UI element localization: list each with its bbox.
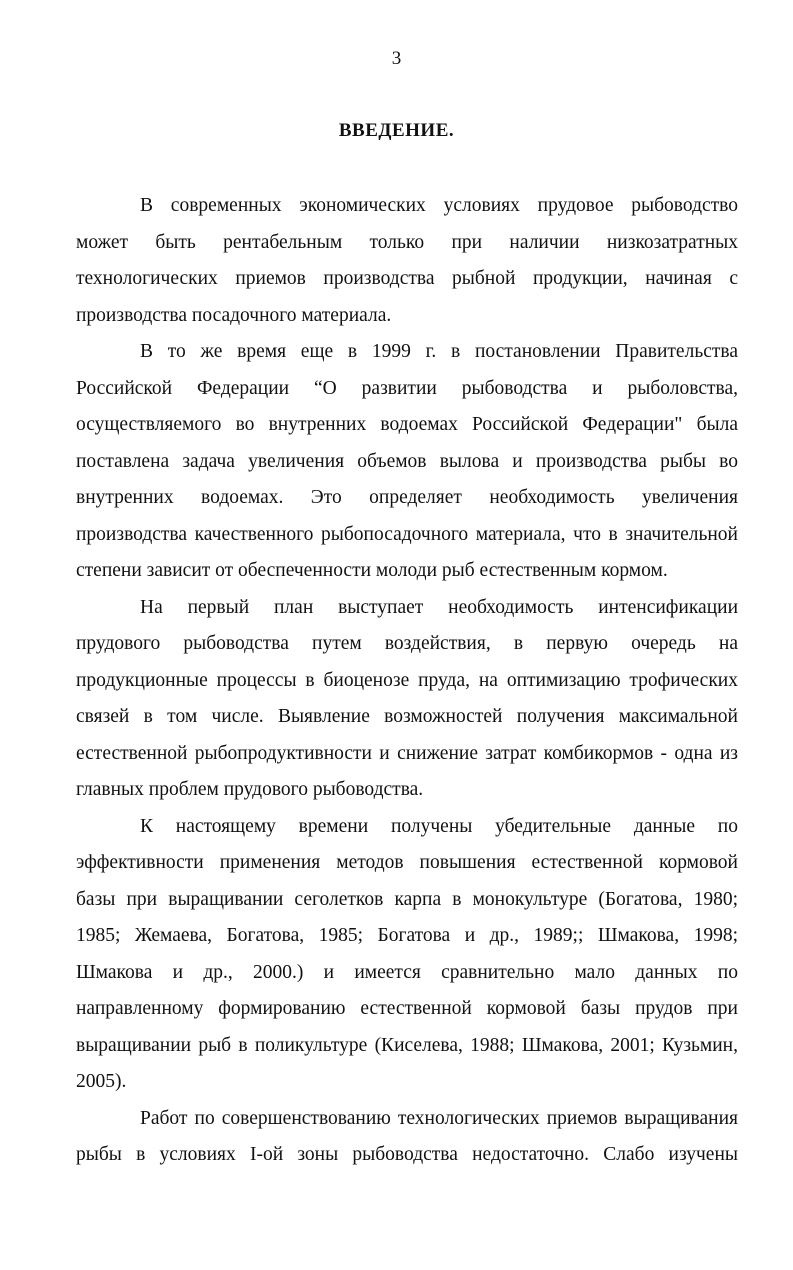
body-text: [76, 188, 738, 1174]
text-line: К настоящему времени получены убедительные данные по: [140, 815, 738, 837]
text-line: прудового рыбоводства путем воздействия, в первую очередь на: [76, 633, 738, 654]
text-line: связей в том числе. Выявление возможностей получения максимальной: [76, 706, 738, 727]
text-line: степени зависит от обеспеченности молоди рыб естественным кормом.: [76, 560, 668, 581]
text-line: главных проблем прудового рыбоводства.: [76, 779, 424, 800]
text-line: осуществляемого во внутренних водоемах Российской Федерации" была: [76, 414, 738, 435]
page-number: 3: [391, 48, 402, 69]
text-line: эффективности применения методов повышения естественной кормовой: [76, 852, 738, 873]
text-line: производства посадочного материала.: [76, 304, 392, 326]
text-line: технологических приемов производства рыбной продукции, начиная с: [76, 268, 738, 289]
text-line: рыбы в условиях I-ой зоны рыбоводства недостаточно. Слабо изучены: [76, 1144, 738, 1165]
text-line: На первый план выступает необходимость интенсификации: [140, 596, 738, 618]
text-line: базы при выращивании сеголетков карпа в монокультуре (Богатова, 1980;: [76, 888, 738, 910]
text-line: выращивании рыб в поликультуре (Киселева, 1988; Шмакова, 2001; Кузьмин,: [76, 1034, 738, 1056]
text-line: внутренних водоемах. Это определяет необходимость увеличения: [76, 487, 738, 508]
text-line: Российской Федерации “О развитии рыбоводства и рыболовства,: [76, 377, 738, 399]
text-line: Работ по совершенствованию технологических приемов выращивания: [140, 1107, 738, 1129]
text-line: 2005).: [76, 1071, 127, 1092]
text-line: продукционные процессы в биоценозе пруда, на оптимизацию трофических: [76, 669, 738, 691]
text-line: 1985; Жемаева, Богатова, 1985; Богатова и др., 1989;; Шмакова, 1998;: [76, 925, 738, 946]
text-line: естественной рыбопродуктивности и снижение затрат комбикормов - одна из: [76, 742, 738, 764]
text-line: направленному формированию естественной кормовой базы прудов при: [76, 998, 738, 1019]
text-line: производства качественного рыбопосадочного материала, что в значительной: [76, 523, 738, 545]
text-line: поставлена задача увеличения объемов вылова и производства рыбы во: [76, 450, 738, 472]
text-line: В то же время еще в 1999 г. в постановлении Правительства: [140, 341, 738, 362]
text-line: В современных экономических условиях прудовое рыбоводство: [140, 195, 738, 216]
text-line: может быть рентабельным только при наличии низкозатратных: [76, 231, 738, 253]
text-line: Шмакова и др., 2000.) и имеется сравнительно мало данных по: [76, 961, 738, 983]
page-title: ВВЕДЕНИЕ.: [338, 120, 455, 141]
